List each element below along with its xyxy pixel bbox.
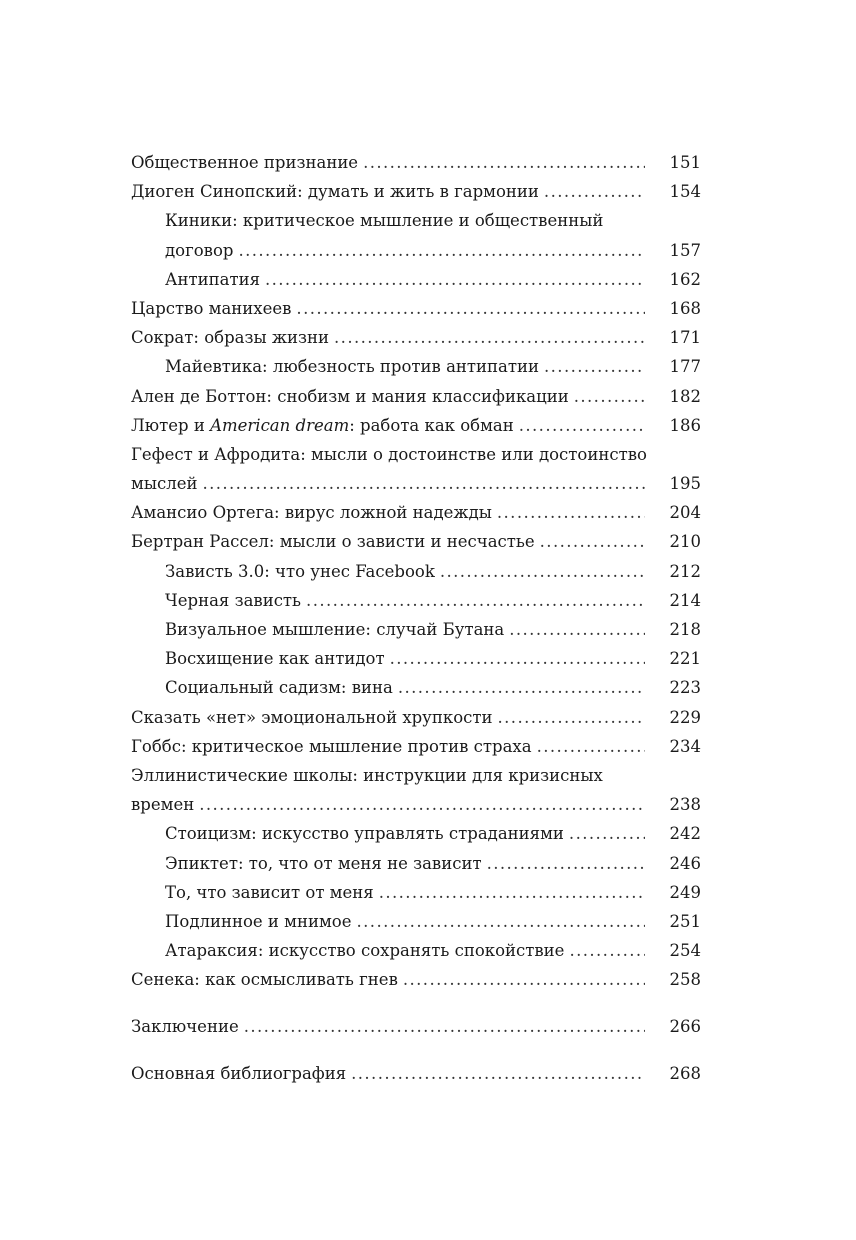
- dot-leader: [265, 265, 645, 294]
- toc-page: 168: [669, 298, 701, 318]
- dot-leader: [519, 411, 645, 440]
- toc-entry: [131, 527, 701, 556]
- toc-page: 186: [669, 415, 701, 435]
- toc-page: 151: [669, 153, 701, 172]
- toc-page: 218: [669, 620, 701, 639]
- toc-title: Ален де Боттон: снобизм и мания классификации: [131, 386, 569, 406]
- toc-page: 229: [669, 707, 701, 727]
- dot-leader: [296, 294, 645, 323]
- toc-title: времен: [131, 795, 195, 815]
- dot-leader: [398, 673, 645, 702]
- toc-page: 258: [669, 970, 701, 990]
- toc-title: Антипатия: [165, 269, 260, 289]
- toc-entry: [131, 965, 701, 994]
- toc-title-line: Эллинистические школы: инструкции для кризисных: [131, 765, 603, 785]
- toc-page: 234: [669, 736, 701, 756]
- toc-entry: [131, 586, 701, 615]
- toc-entry: [131, 732, 701, 761]
- toc-title: Гоббс: критическое мышление против страха: [131, 736, 532, 756]
- toc-title: мыслей: [131, 474, 198, 494]
- toc-page: 249: [669, 882, 701, 902]
- toc-entry: [131, 411, 701, 440]
- toc-entry: [131, 673, 701, 702]
- toc-entry: [131, 498, 701, 527]
- toc-page: 212: [669, 561, 701, 581]
- toc-entry: [131, 294, 701, 323]
- toc-title: [131, 411, 514, 440]
- toc-entry: [131, 148, 701, 177]
- toc-entry: [131, 878, 701, 907]
- toc-page: 223: [669, 678, 701, 698]
- toc-page: 251: [669, 911, 701, 931]
- toc-title: Сказать «нет» эмоциональной хрупкости: [131, 707, 493, 727]
- dot-leader: [390, 644, 645, 673]
- toc-entry: [131, 352, 701, 381]
- dot-leader: [403, 965, 645, 994]
- toc-entry: [131, 1012, 701, 1041]
- toc-title: Подлинное и мнимое: [165, 911, 352, 931]
- dot-leader: [238, 236, 645, 265]
- toc-entry: [131, 615, 701, 644]
- dot-leader: [244, 1012, 645, 1041]
- toc-page: 204: [669, 503, 701, 523]
- toc-title: Визуальное мышление: случай Бутана: [165, 620, 505, 639]
- dot-leader: [199, 790, 645, 819]
- dot-leader: [306, 586, 645, 615]
- toc-title: Бертран Рассел: мысли о зависти и несчастье: [131, 532, 535, 552]
- toc-title: Заключение: [131, 1016, 239, 1036]
- dot-leader: [537, 732, 645, 761]
- toc-page: 246: [669, 853, 701, 873]
- dot-leader: [379, 878, 645, 907]
- toc-title: Сократ: образы жизни: [131, 328, 330, 348]
- toc-title: договор: [165, 240, 234, 260]
- toc-entry: [131, 819, 701, 848]
- toc-page: 242: [669, 824, 701, 844]
- toc-page: 171: [669, 328, 701, 348]
- toc-title: Сенека: как осмысливать гнев: [131, 970, 398, 990]
- toc-entry: [131, 382, 701, 411]
- dot-leader: [544, 177, 645, 206]
- toc-page: 210: [669, 532, 701, 552]
- toc-page: 268: [669, 1063, 701, 1083]
- dot-leader: [540, 527, 645, 556]
- toc-title: Царство манихеев: [131, 298, 292, 318]
- toc-title: То, что зависит от меня: [165, 882, 374, 902]
- toc-title: Общественное признание: [131, 153, 359, 172]
- toc-title: Восхищение как антидот: [165, 649, 385, 669]
- dot-leader: [202, 469, 645, 498]
- dot-leader: [569, 819, 645, 848]
- toc-title: Эпиктет: то, что от меня не зависит: [165, 853, 482, 873]
- dot-leader: [334, 323, 645, 352]
- toc-entry: [131, 790, 701, 819]
- toc-title: Амансио Ортега: вирус ложной надежды: [131, 503, 492, 523]
- dot-leader: [440, 557, 645, 586]
- toc-page: 221: [669, 649, 701, 669]
- toc-page: 254: [669, 941, 701, 961]
- toc-page: 177: [669, 357, 701, 377]
- toc-title: Черная зависть: [165, 590, 302, 610]
- toc-title: Зависть 3.0: что унес Facebook: [165, 561, 435, 581]
- dot-leader: [509, 615, 645, 644]
- dot-leader: [363, 148, 645, 177]
- toc-title: Майевтика: любезность против антипатии: [165, 357, 540, 377]
- dot-leader: [351, 1059, 645, 1088]
- toc-entry: [131, 469, 701, 498]
- dot-leader: [574, 382, 645, 411]
- toc-title-pre: Лютер и: [131, 415, 211, 435]
- toc-title: Атараксия: искусство сохранять спокойствие: [165, 941, 565, 961]
- dot-leader: [487, 849, 645, 878]
- toc-entry: [131, 907, 701, 936]
- toc-title-line: Гефест и Афродита: мысли о достоинстве или достоинство: [131, 444, 647, 464]
- toc-title: Стоицизм: искусство управлять страданиями: [165, 824, 564, 844]
- toc-page: 195: [669, 474, 701, 494]
- toc-page: 214: [669, 590, 701, 610]
- toc-entry: [131, 703, 701, 732]
- toc-title-line: Киники: критическое мышление и общественный: [165, 211, 604, 231]
- dot-leader: [498, 703, 645, 732]
- toc-entry: [131, 644, 701, 673]
- toc-entry: [131, 265, 701, 294]
- dot-leader: [357, 907, 645, 936]
- toc-page: 154: [669, 182, 701, 202]
- toc-entry: [131, 236, 701, 265]
- table-of-contents: [131, 148, 701, 1088]
- toc-entry: [131, 936, 701, 965]
- toc-title: Диоген Синопский: думать и жить в гармонии: [131, 182, 539, 202]
- toc-entry: [131, 849, 701, 878]
- toc-page: 266: [669, 1016, 701, 1036]
- toc-page: 182: [669, 386, 701, 406]
- toc-entry: [131, 323, 701, 352]
- toc-page: 162: [669, 269, 701, 289]
- toc-title: Основная библиография: [131, 1063, 347, 1083]
- toc-page: 238: [669, 795, 701, 815]
- toc-page: 157: [669, 240, 701, 260]
- toc-entry: [131, 177, 701, 206]
- dot-leader: [569, 936, 645, 965]
- toc-entry: [131, 557, 701, 586]
- toc-title-post: : работа как обман: [349, 415, 514, 435]
- dot-leader: [544, 352, 645, 381]
- dot-leader: [497, 498, 645, 527]
- toc-title-italic: American dream: [210, 415, 350, 435]
- toc-title: Социальный садизм: вина: [165, 678, 393, 698]
- toc-entry: [131, 1059, 701, 1088]
